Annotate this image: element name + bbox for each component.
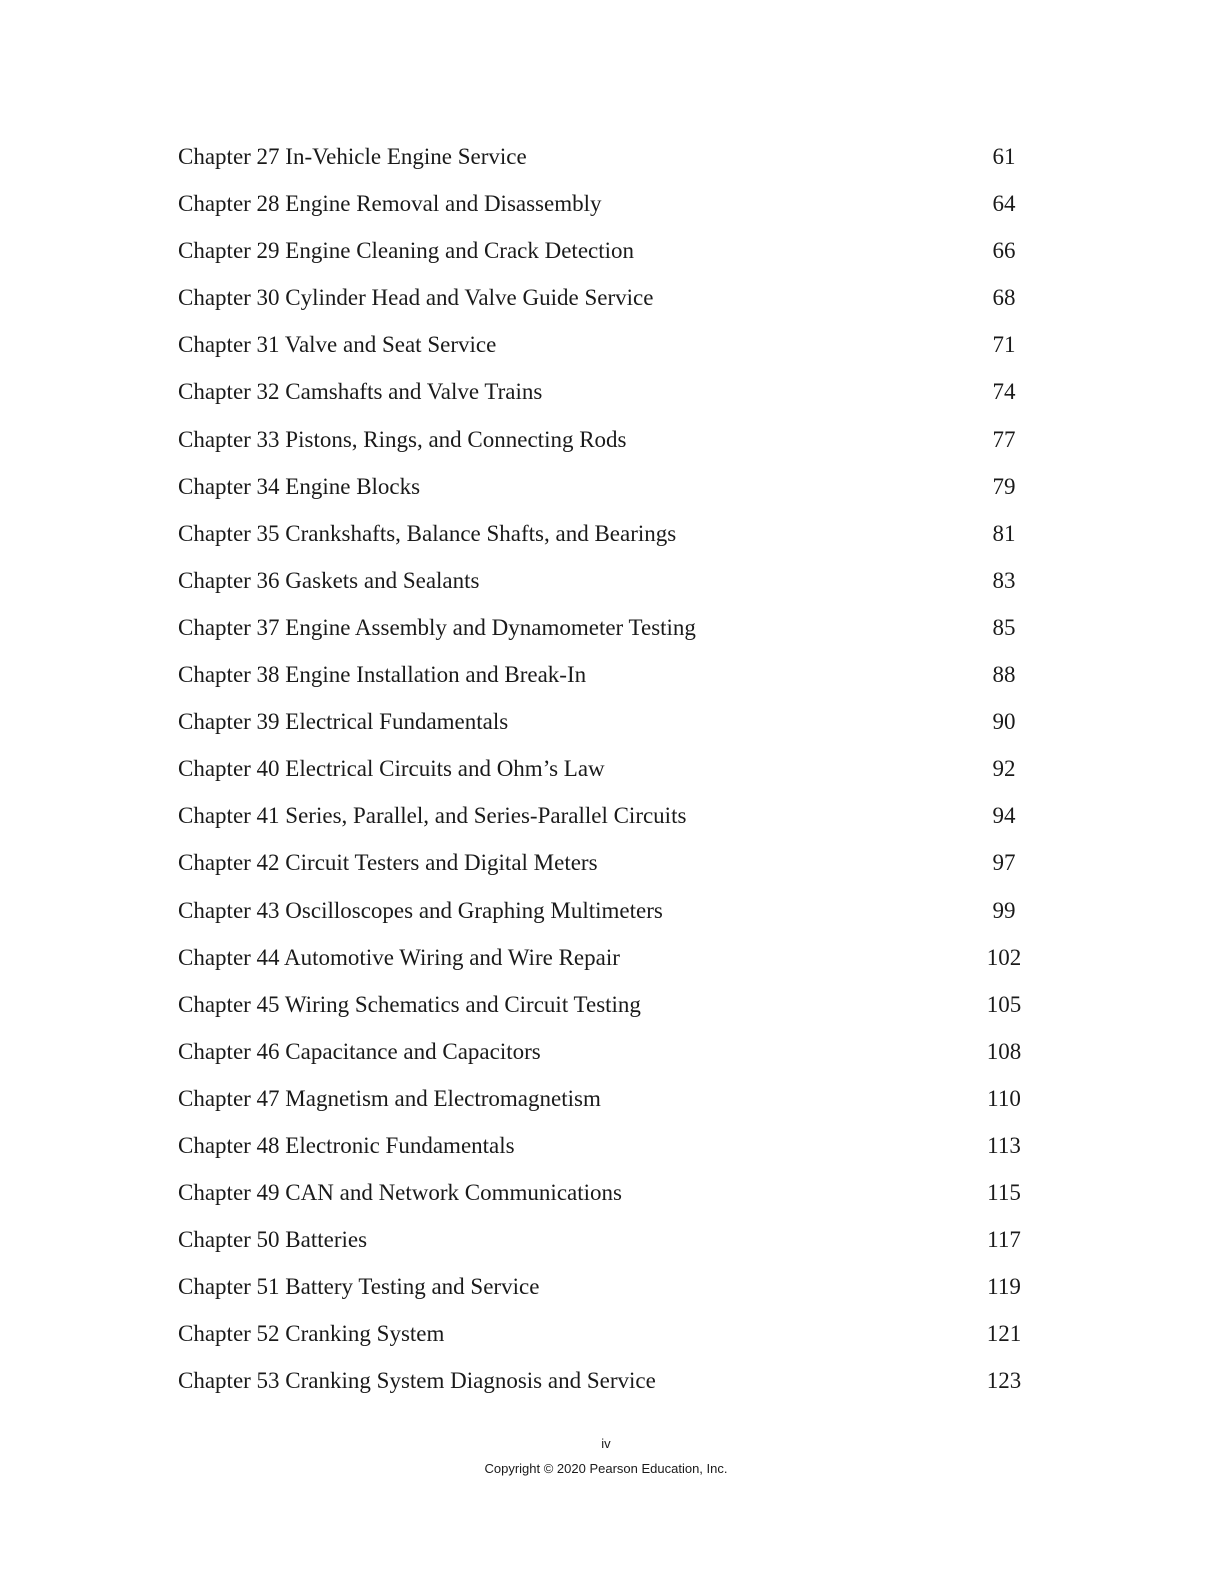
toc-entry-page: 108 bbox=[986, 1038, 1022, 1064]
toc-entry[interactable] bbox=[178, 281, 1038, 328]
toc-entry-page: 117 bbox=[987, 1227, 1021, 1253]
toc-entry-title: Chapter 50 Batteries bbox=[178, 1227, 368, 1253]
toc-entry-page: 94 bbox=[992, 803, 1016, 829]
footer-copyright: Copyright © 2020 Pearson Education, Inc. bbox=[484, 1461, 728, 1476]
toc-entry-page: 97 bbox=[992, 850, 1016, 876]
toc-entry-page: 99 bbox=[992, 897, 1016, 923]
toc-entry[interactable] bbox=[178, 705, 1038, 752]
toc-entry-title: Chapter 42 Circuit Testers and Digital Meters bbox=[178, 850, 598, 876]
toc-entry-title: Chapter 38 Engine Installation and Break-In bbox=[178, 662, 587, 688]
toc-entry-page: 102 bbox=[986, 944, 1022, 970]
toc-entry-title: Chapter 34 Engine Blocks bbox=[178, 473, 421, 499]
toc-entry-title: Chapter 53 Cranking System Diagnosis and Service bbox=[178, 1368, 656, 1394]
toc-entry[interactable] bbox=[178, 1082, 1038, 1129]
toc-entry[interactable] bbox=[178, 1364, 1038, 1411]
toc-entry-title: Chapter 33 Pistons, Rings, and Connecting Rods bbox=[178, 426, 627, 452]
toc-entry-page: 68 bbox=[992, 285, 1016, 311]
toc-entry-title: Chapter 28 Engine Removal and Disassembly bbox=[178, 191, 602, 217]
toc-entry[interactable] bbox=[178, 140, 1038, 187]
toc-entry[interactable] bbox=[178, 1317, 1038, 1364]
toc-entry-title: Chapter 27 In-Vehicle Engine Service bbox=[178, 144, 527, 169]
toc-entry-page: 71 bbox=[992, 332, 1016, 358]
toc-entry[interactable] bbox=[178, 187, 1038, 234]
toc-entry-title: Chapter 52 Cranking System bbox=[178, 1321, 445, 1347]
toc-entry-page: 123 bbox=[986, 1368, 1022, 1394]
toc-entry-title: Chapter 47 Magnetism and Electromagnetism bbox=[178, 1085, 601, 1111]
toc-entry[interactable] bbox=[178, 1035, 1038, 1082]
toc-entry-title: Chapter 30 Cylinder Head and Valve Guide Service bbox=[178, 285, 654, 311]
toc-entry-page: 92 bbox=[992, 756, 1016, 782]
toc-entry-page: 81 bbox=[992, 520, 1016, 546]
toc-entry[interactable] bbox=[178, 799, 1038, 846]
toc-entry[interactable] bbox=[178, 1223, 1038, 1270]
toc-entry-page: 113 bbox=[987, 1132, 1021, 1158]
toc-entry-page: 61 bbox=[992, 144, 1016, 169]
table-of-contents bbox=[178, 140, 1038, 1412]
toc-entry-title: Chapter 40 Electrical Circuits and Ohm’s Law bbox=[178, 756, 605, 782]
toc-entry[interactable] bbox=[178, 470, 1038, 517]
toc-entry[interactable] bbox=[178, 234, 1038, 281]
toc-entry-page: 64 bbox=[992, 191, 1016, 217]
toc-entry-page: 74 bbox=[992, 379, 1016, 405]
toc-entry-page: 77 bbox=[992, 426, 1016, 452]
toc-entry-title: Chapter 46 Capacitance and Capacitors bbox=[178, 1038, 541, 1064]
toc-entry[interactable] bbox=[178, 611, 1038, 658]
toc-entry-page: 110 bbox=[987, 1085, 1021, 1111]
toc-entry[interactable] bbox=[178, 941, 1038, 988]
toc-entry-page: 121 bbox=[986, 1321, 1022, 1347]
toc-entry-page: 66 bbox=[992, 238, 1016, 264]
toc-entry-title: Chapter 39 Electrical Fundamentals bbox=[178, 709, 509, 735]
toc-entry-title: Chapter 45 Wiring Schematics and Circuit Testing bbox=[178, 991, 641, 1017]
toc-entry-title: Chapter 43 Oscilloscopes and Graphing Multimeters bbox=[178, 897, 663, 923]
toc-entry-title: Chapter 29 Engine Cleaning and Crack Detection bbox=[178, 238, 635, 264]
toc-entry-title: Chapter 36 Gaskets and Sealants bbox=[178, 567, 480, 593]
toc-entry-title: Chapter 41 Series, Parallel, and Series-Parallel Circuits bbox=[178, 803, 687, 829]
toc-entry[interactable] bbox=[178, 517, 1038, 564]
toc-entry[interactable] bbox=[178, 328, 1038, 375]
toc-entry-page: 79 bbox=[992, 473, 1016, 499]
toc-entry[interactable] bbox=[178, 846, 1038, 893]
toc-entry-page: 105 bbox=[986, 991, 1022, 1017]
toc-entry-page: 85 bbox=[992, 614, 1016, 640]
toc-entry-title: Chapter 51 Battery Testing and Service bbox=[178, 1274, 540, 1300]
toc-entry[interactable] bbox=[178, 375, 1038, 422]
toc-entry-title: Chapter 35 Crankshafts, Balance Shafts, and Bearings bbox=[178, 520, 677, 546]
toc-entry-page: 83 bbox=[992, 567, 1016, 593]
toc-entry-title: Chapter 32 Camshafts and Valve Trains bbox=[178, 379, 543, 405]
toc-entry[interactable] bbox=[178, 894, 1038, 941]
toc-entry[interactable] bbox=[178, 564, 1038, 611]
toc-entry-title: Chapter 44 Automotive Wiring and Wire Repair bbox=[178, 944, 620, 970]
toc-entry[interactable] bbox=[178, 658, 1038, 705]
toc-entry-page: 90 bbox=[992, 709, 1016, 735]
toc-entry-page: 115 bbox=[987, 1180, 1021, 1206]
toc-entry-title: Chapter 37 Engine Assembly and Dynamometer Testing bbox=[178, 614, 696, 640]
toc-entry[interactable] bbox=[178, 1176, 1038, 1223]
toc-entry[interactable] bbox=[178, 1270, 1038, 1317]
toc-entry-title: Chapter 48 Electronic Fundamentals bbox=[178, 1132, 515, 1158]
toc-entry[interactable] bbox=[178, 1129, 1038, 1176]
toc-entry-page: 88 bbox=[992, 662, 1016, 688]
toc-entry[interactable] bbox=[178, 752, 1038, 799]
toc-entry-title: Chapter 49 CAN and Network Communications bbox=[178, 1180, 622, 1206]
toc-entry[interactable] bbox=[178, 423, 1038, 470]
toc-entry[interactable] bbox=[178, 988, 1038, 1035]
toc-entry-page: 119 bbox=[987, 1274, 1021, 1300]
footer-page-number: iv bbox=[601, 1436, 611, 1451]
toc-entry-title: Chapter 31 Valve and Seat Service bbox=[178, 332, 497, 358]
